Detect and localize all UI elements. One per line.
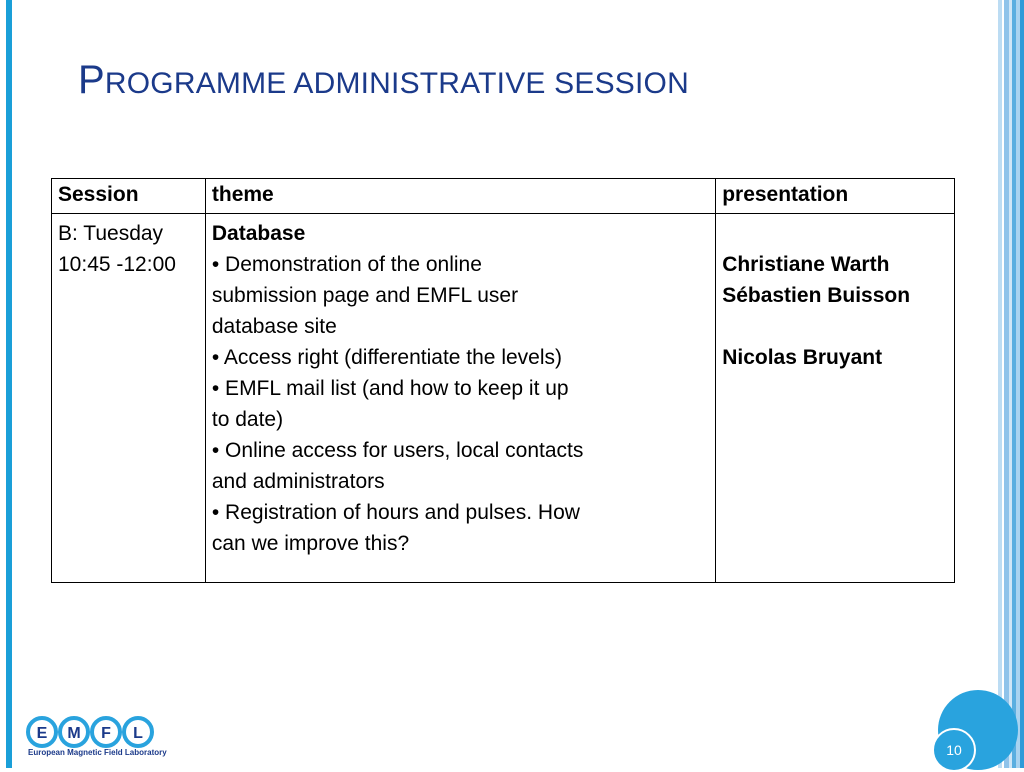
theme-line: • Demonstration of the online (211, 253, 482, 276)
header-session: Session (52, 179, 206, 214)
session-day: B: Tuesday (58, 222, 164, 245)
header-presentation: presentation (716, 179, 955, 214)
session-time: 10:45 -12:00 (58, 253, 176, 276)
theme-line: • EMFL mail list (and how to keep it up (211, 377, 569, 400)
theme-line: and administrators (211, 470, 385, 493)
presenter-name: Nicolas Bruyant (722, 346, 883, 369)
logo-letter-m: M (67, 725, 81, 742)
logo-letter-l: L (133, 725, 143, 742)
theme-line: to date) (211, 408, 284, 431)
table-row (52, 214, 955, 583)
theme-cell (205, 214, 715, 583)
theme-line: • Online access for users, local contacts (211, 439, 584, 462)
programme-table (51, 178, 955, 583)
header-theme: theme (205, 179, 715, 214)
title-initial: P (78, 58, 105, 102)
session-cell (52, 214, 206, 583)
theme-line: database site (211, 315, 337, 338)
theme-line: • Registration of hours and pulses. How (211, 501, 580, 524)
logo-letter-e: E (36, 725, 48, 742)
theme-title: Database (211, 222, 306, 245)
page-number: 10 (932, 728, 976, 772)
presenter-cell (716, 214, 955, 583)
left-accent-bar (0, 0, 16, 768)
presenter-name: Sébastien Buisson (722, 284, 911, 307)
presenter-name: Christiane Warth (722, 253, 890, 276)
title-rest: ROGRAMME ADMINISTRATIVE SESSION (104, 67, 689, 100)
theme-line: • Access right (differentiate the levels) (211, 346, 563, 369)
theme-line: submission page and EMFL user (211, 284, 519, 307)
table-header-row (52, 179, 955, 214)
theme-line: can we improve this? (211, 532, 410, 555)
logo-caption: European Magnetic Field Laboratory (28, 748, 167, 757)
logo-letter-f: F (101, 725, 111, 742)
slide-title (78, 58, 689, 103)
right-decorative-stripes (996, 0, 1024, 768)
